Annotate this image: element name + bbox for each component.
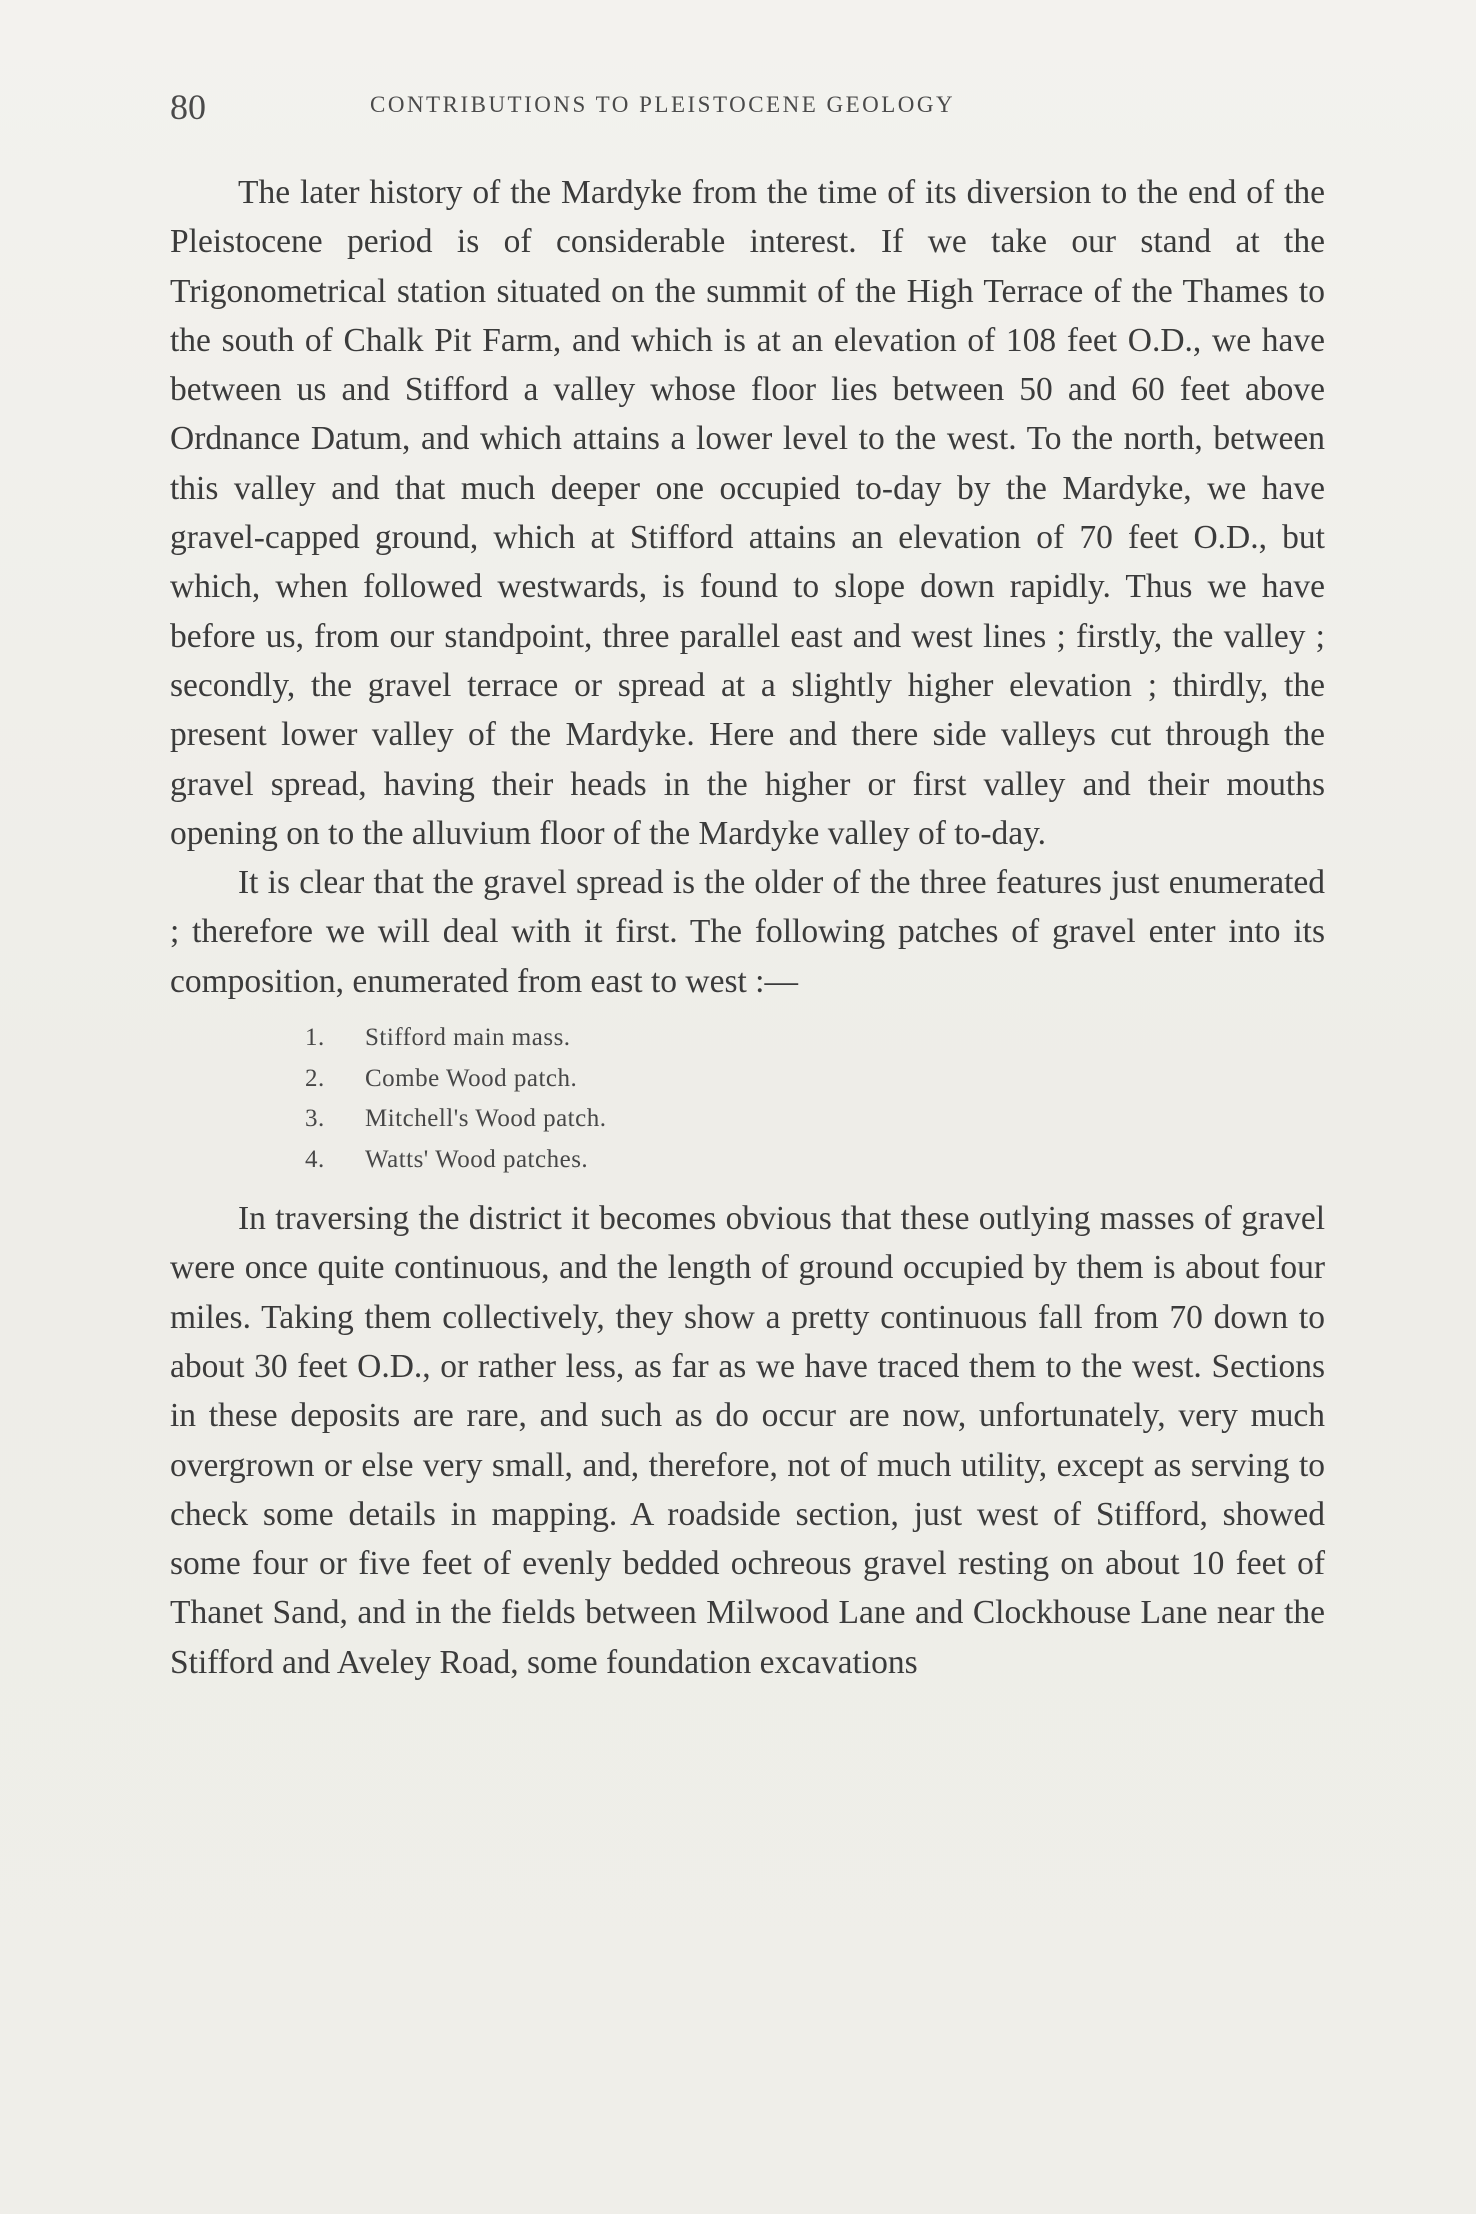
list-item-text: Combe Wood patch. — [365, 1064, 578, 1092]
page-number: 80 — [170, 87, 206, 127]
paragraph-traversing-district: In traversing the district it becomes obvious that these outlying masses of gravel were once quite continuous, and the length of ground occupied by them is about four miles. Taking them collectively, they show a pretty continuous fall from 70 down to about 30 feet O.D., or rather less, as far as we have traced them to the west. Sections in these deposits are rare, and such as do occur are now, unfortunately, very much overgrown or else very small, and, therefore, not of much utility, except as serving to check some details in mapping. A roadside section, just west of Stifford, showed some four or five feet of evenly bedded ochreous gravel resting on about 10 feet of Thanet Sand, and in the fields between Milwood Lane and Clockhouse Lane near the Stifford and Aveley Road, some foundation excavations — [170, 1200, 1325, 1681]
list-item-number: 3. — [305, 1105, 325, 1133]
list-item-number: 4. — [305, 1145, 325, 1173]
running-title: CONTRIBUTIONS TO PLEISTOCENE GEOLOGY — [370, 92, 956, 117]
list-item-number: 1. — [305, 1024, 325, 1052]
list-item — [305, 1059, 1325, 1100]
list-item-text: Mitchell's Wood patch. — [365, 1105, 607, 1133]
list-item-text: Stifford main mass. — [365, 1024, 571, 1052]
paragraph-gravel-spread: It is clear that the gravel spread is the older of the three features just enumerated ; therefore we will deal with it first. The following patches of gravel enter into its composition, enumerated from east to west :— — [170, 864, 1325, 1000]
list-item — [305, 1140, 1325, 1181]
body-text — [170, 168, 1325, 1687]
list-item — [305, 1099, 1325, 1140]
list-item — [305, 1018, 1325, 1059]
gravel-patch-list — [305, 1018, 1325, 1180]
list-item-text: Watts' Wood patches. — [365, 1145, 589, 1173]
list-item-number: 2. — [305, 1064, 325, 1092]
running-head — [170, 86, 1330, 126]
paragraph-mardyke-history: The later history of the Mardyke from the time of its diversion to the end of the Pleistocene period is of considerable interest. If we take our stand at the Trigonometrical station situated on the summit of the High Terrace of the Thames to the south of Chalk Pit Farm, and which is at an elevation of 108 feet O.D., we have between us and Stifford a valley whose floor lies between 50 and 60 feet above Ordnance Datum, and which attains a lower level to the west. To the north, between this valley and that much deeper one occupied to-day by the Mardyke, we have gravel-capped ground, which at Stifford attains an elevation of 70 feet O.D., but which, when followed westwards, is found to slope down rapidly. Thus we have before us, from our standpoint, three parallel east and west lines ; firstly, the valley ; secondly, the gravel terrace or spread at a slightly higher elevation ; thirdly, the present lower valley of the Mardyke. Here and there side valleys cut through the gravel spread, having their heads in the higher or first valley and their mouths opening on to the alluvium floor of the Mardyke valley of to-day. — [170, 174, 1325, 852]
